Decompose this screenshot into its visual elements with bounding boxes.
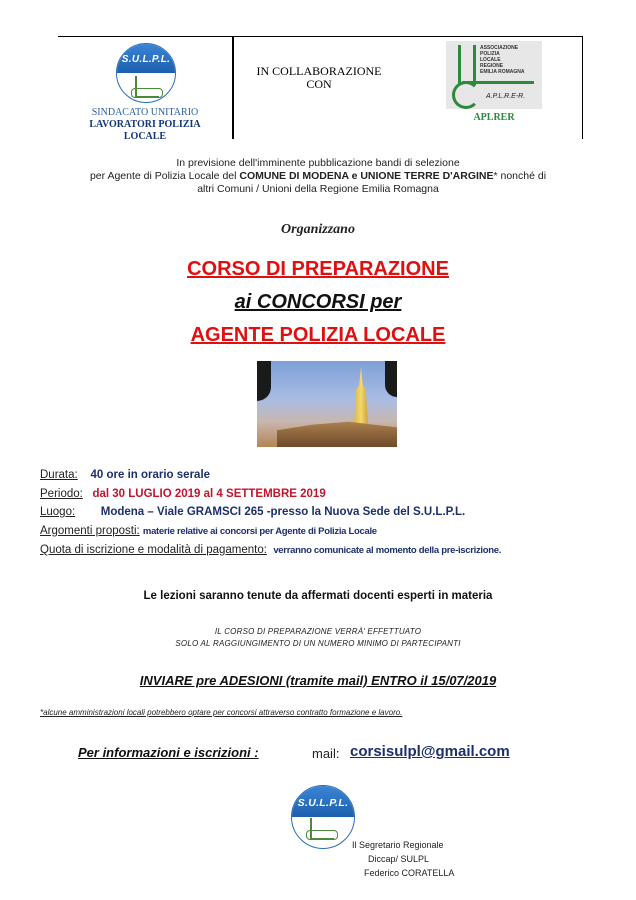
sulpl-caption-line: SINDACATO UNITARIO — [91, 107, 199, 118]
detail-value: Modena – Viale GRAMSCI 265 -presso la Nuova Sede del S.U.L.P.L. — [100, 506, 466, 518]
signature-line: Diccap/ SULPL — [368, 854, 430, 864]
detail-value: 40 ore in orario serale — [90, 469, 211, 481]
intro-paragraph — [40, 157, 596, 196]
aplrer-abbr: A.P.L.R.E-R. — [486, 93, 526, 100]
sulpl-badge-text: S.U.L.P.L. — [297, 797, 349, 809]
collaboration-line: IN COLLABORAZIONE — [256, 64, 382, 78]
signature-line: Il Segretario Regionale — [352, 840, 444, 850]
intro-line: In previsione dell'imminente pubblicazione bandi di selezione — [176, 157, 460, 169]
detail-value: verranno comunicate al momento della pre-iscrizione. — [273, 545, 502, 556]
detail-label: Durata: — [40, 469, 78, 481]
detail-value: dal 30 LUGLIO 2019 al 4 SETTEMBRE 2019 — [92, 487, 326, 500]
aplrer-small-text: ASSOCIAZIONE POLIZIA LOCALE REGIONE EMILIA ROMAGNA — [480, 45, 525, 75]
registration-deadline: INVIARE pre ADESIONI (tramite mail) ENTRO il 15/07/2019 — [139, 673, 497, 688]
detail-luogo — [40, 503, 620, 522]
detail-label: Argomenti proposti: — [40, 524, 140, 537]
mail-label: mail: — [312, 746, 340, 761]
modena-cathedral-photo — [257, 361, 397, 447]
detail-label: Periodo: — [40, 487, 83, 500]
detail-quota — [40, 541, 620, 561]
detail-value: materie relative ai concorsi per Agente di Polizia Locale — [142, 525, 377, 537]
signature-line: Federico CORATELLA — [364, 868, 455, 878]
collaboration-text — [234, 65, 404, 91]
footnote: *alcune amministrazioni locali potrebbero optare per concorsi attraverso contratto formazione e lavoro. — [40, 708, 403, 717]
note-line: IL CORSO DI PREPARAZIONE VERRÀ' EFFETTUATO — [214, 627, 422, 636]
email-link[interactable]: corsisulpl@gmail.com — [350, 743, 510, 760]
header-table — [58, 36, 583, 142]
detail-argomenti — [40, 522, 620, 542]
aplrer-name: APLRER — [473, 112, 515, 123]
intro-line: per Agente di Polizia Locale del COMUNE DI MODENA e UNIONE TERRE D'ARGINE* nonché di — [89, 170, 547, 182]
title-line-2: ai CONCORSI per — [234, 291, 402, 313]
signature-block — [352, 838, 454, 880]
course-details — [40, 466, 620, 561]
detail-periodo — [40, 485, 620, 504]
detail-label: Luogo: — [40, 506, 76, 518]
sulpl-caption-line: LAVORATORI POLIZIA — [89, 119, 201, 130]
aplrer-logo — [446, 41, 546, 123]
minimum-participants-note — [0, 626, 636, 650]
title-line-3: AGENTE POLIZIA LOCALE — [190, 324, 446, 346]
sulpl-logo-cell — [58, 37, 232, 142]
sulpl-caption — [58, 107, 232, 143]
lessons-note: Le lezioni saranno tenute da affermati docenti esperti in materia — [143, 590, 493, 602]
contact-label: Per informazioni e iscrizioni : — [78, 745, 259, 760]
sulpl-caption-line: LOCALE — [123, 131, 167, 142]
sulpl-footer-badge-icon — [291, 785, 355, 849]
intro-line: altri Comuni / Unioni della Regione Emilia Romagna — [197, 183, 439, 195]
collaboration-line: CON — [306, 77, 332, 91]
sulpl-badge-icon — [116, 43, 176, 103]
detail-durata — [40, 466, 620, 485]
title-line-1: CORSO DI PREPARAZIONE — [187, 258, 449, 280]
note-line: SOLO AL RAGGIUNGIMENTO DI UN NUMERO MINIMO DI PARTECIPANTI — [175, 639, 461, 648]
aplrer-logo-icon — [446, 41, 542, 109]
detail-label: Quota di iscrizione e modalità di pagamento: — [40, 544, 267, 556]
sulpl-badge-text: S.U.L.P.L. — [121, 54, 171, 65]
organizzano-heading: Organizzano — [281, 222, 355, 237]
